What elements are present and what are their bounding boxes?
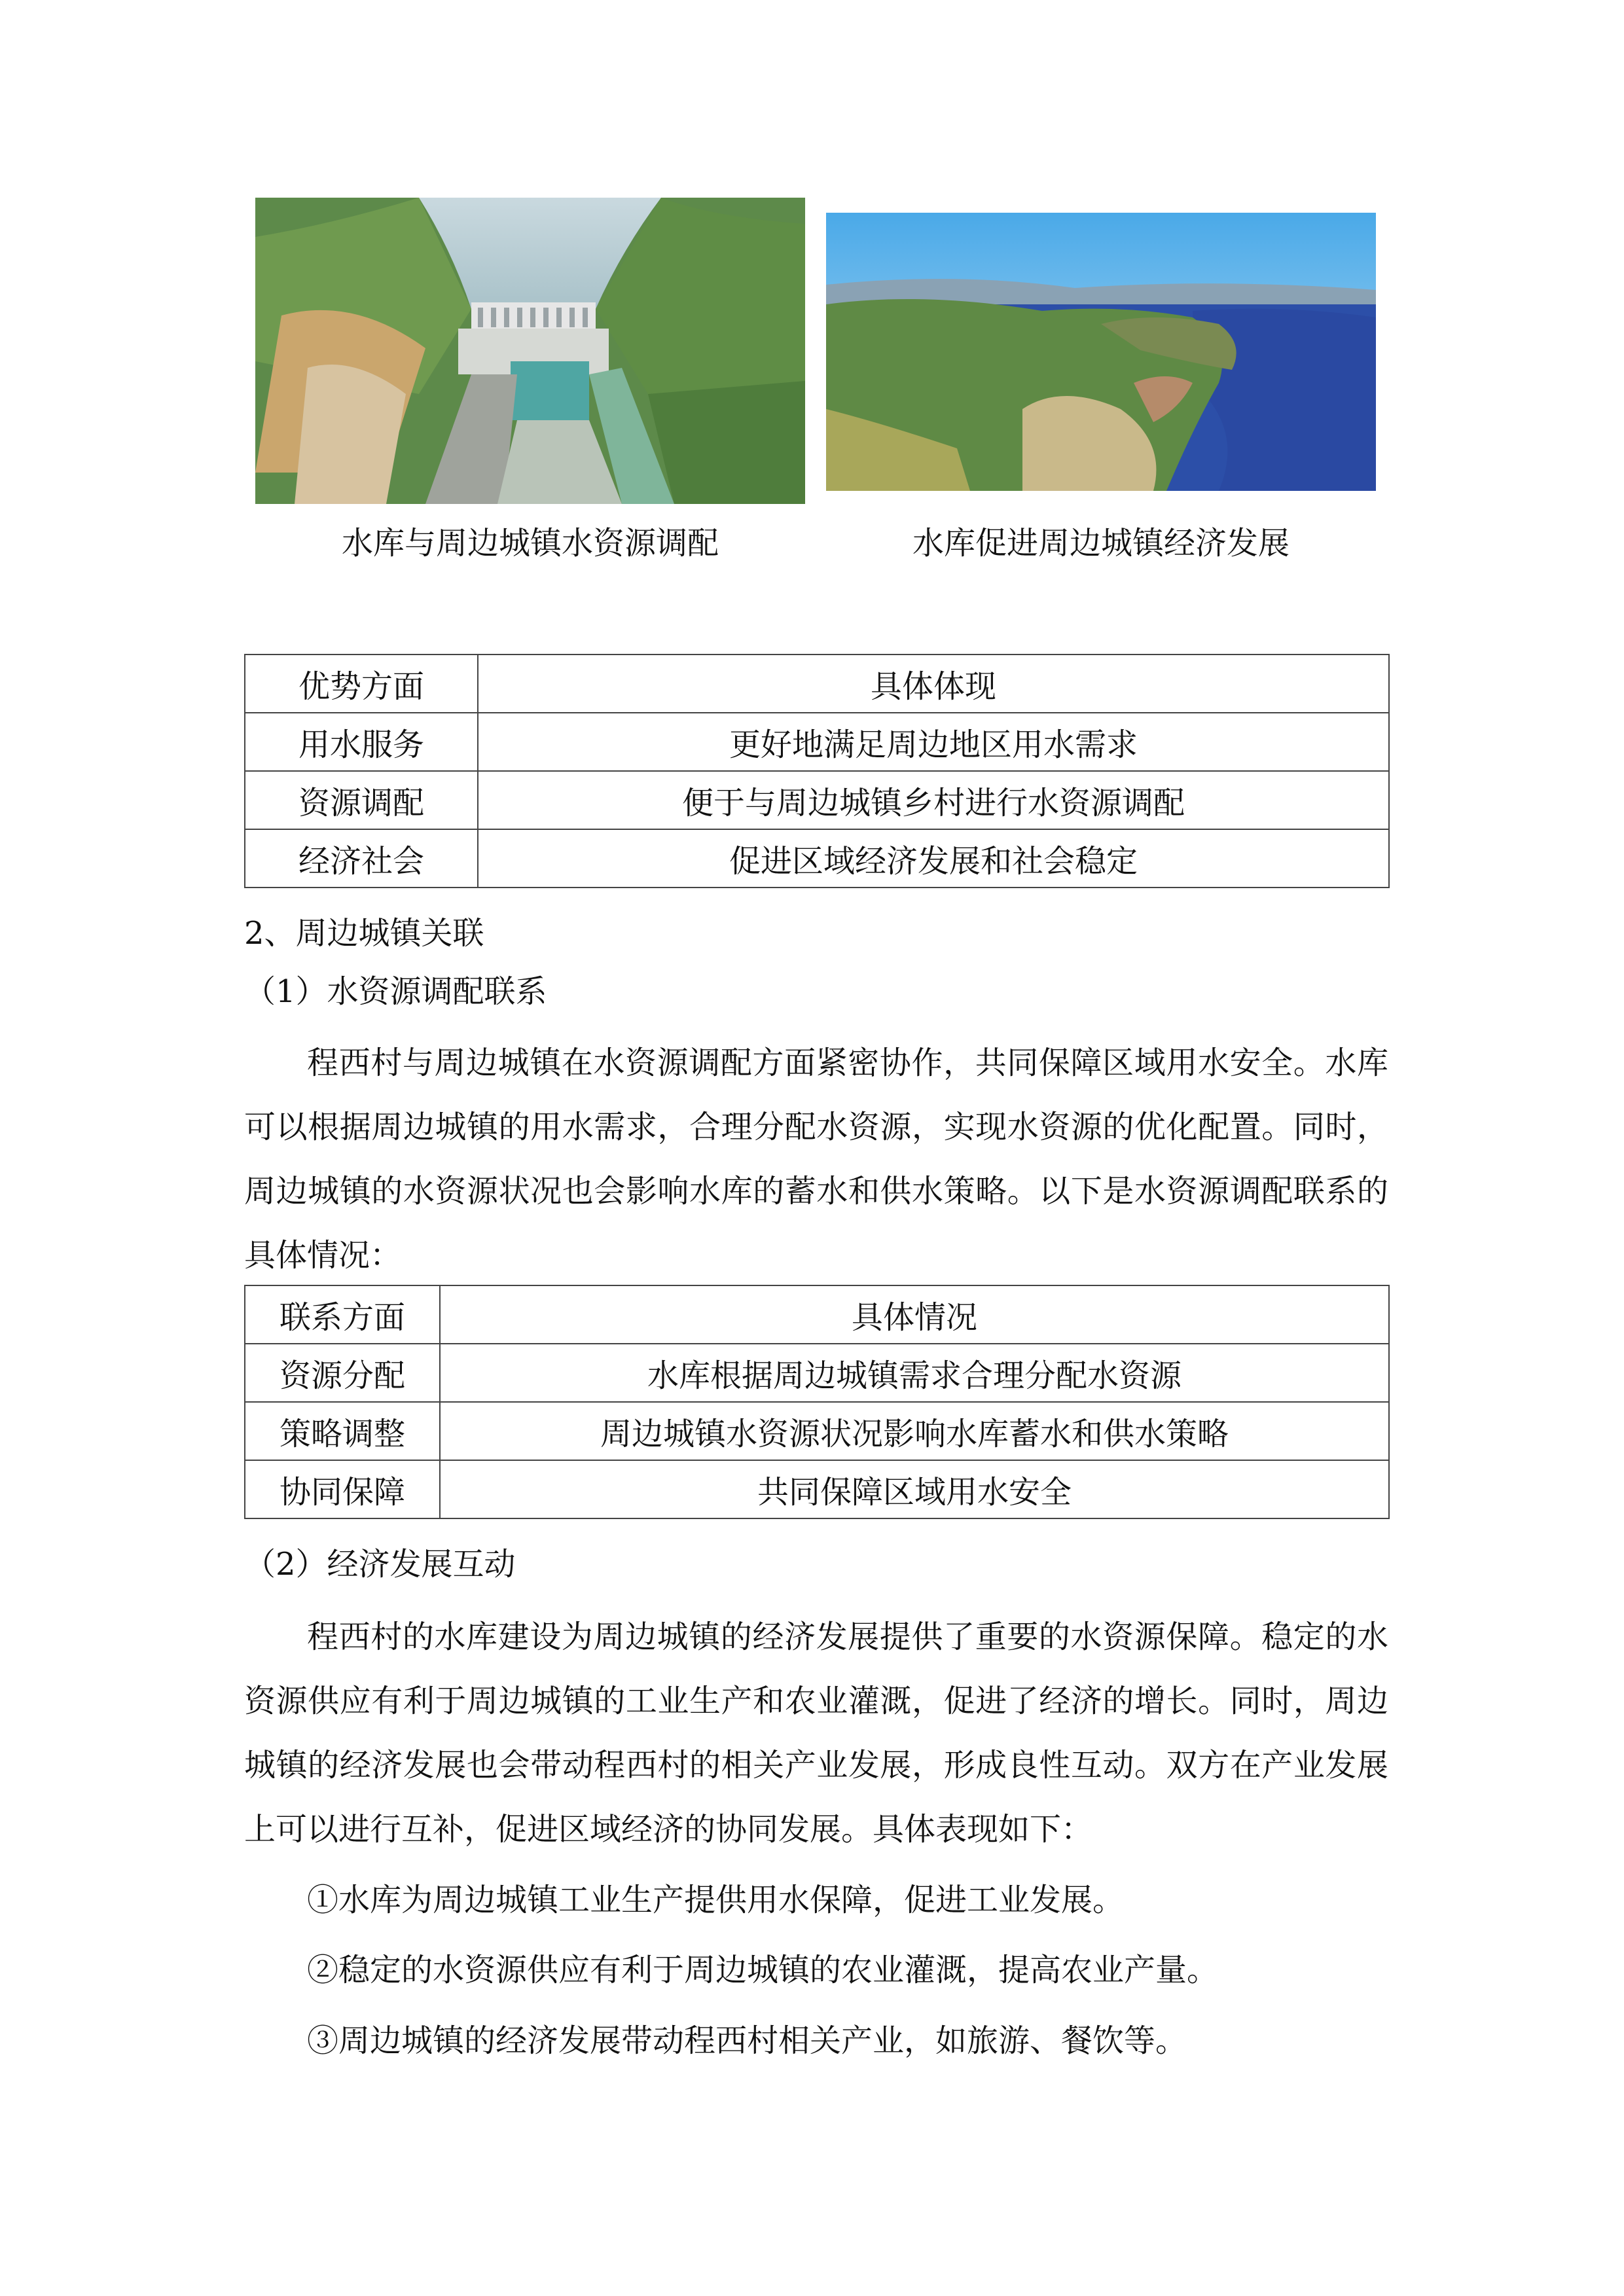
table-row	[245, 1344, 1389, 1402]
paragraph: 程西村与周边城镇在水资源调配方面紧密协作，共同保障区域用水安全。水库可以根据周边城镇的用水需求，合理分配水资源，实现水资源的优化配置。同时，周边城镇的水资源状况也会影响水库的蓄水和供水策略。以下是水资源调配联系的具体情况：	[244, 1045, 1388, 1274]
table-header-row	[245, 1285, 1389, 1344]
table-row	[245, 771, 1389, 829]
list-item: ①水库为周边城镇工业生产提供用水保障，促进工业发展。	[307, 1882, 1125, 1918]
subsection-heading: （1）水资源调配联系	[244, 973, 547, 1010]
table-row	[245, 1460, 1389, 1518]
lake-photo	[826, 213, 1376, 491]
dam-photo	[255, 198, 805, 504]
table-cell: 资源调配	[245, 771, 478, 829]
table-cell: 协同保障	[245, 1460, 440, 1518]
table-row	[245, 713, 1389, 771]
image-caption: 水库促进周边城镇经济发展	[912, 525, 1290, 562]
subsection-heading: （2）经济发展互动	[244, 1546, 516, 1583]
advantages-table	[244, 654, 1390, 888]
table-row	[245, 829, 1389, 888]
table-cell: 共同保障区域用水安全	[440, 1460, 1389, 1518]
table-cell: 经济社会	[245, 829, 478, 888]
table-cell: 用水服务	[245, 713, 478, 771]
table-cell: 水库根据周边城镇需求合理分配水资源	[440, 1344, 1389, 1402]
table-header-cell: 联系方面	[245, 1285, 440, 1344]
water-allocation-table	[244, 1285, 1390, 1519]
image-caption: 水库与周边城镇水资源调配	[341, 525, 719, 562]
table-header-cell: 具体体现	[478, 655, 1389, 713]
list-item: ②稳定的水资源供应有利于周边城镇的农业灌溉，提高农业产量。	[307, 1952, 1219, 1988]
list-item: ③周边城镇的经济发展带动程西村相关产业，如旅游、餐饮等。	[307, 2022, 1187, 2059]
table-cell: 策略调整	[245, 1402, 440, 1460]
table-cell: 更好地满足周边地区用水需求	[478, 713, 1389, 771]
table-cell: 周边城镇水资源状况影响水库蓄水和供水策略	[440, 1402, 1389, 1460]
table-header-cell: 具体情况	[440, 1285, 1389, 1344]
table-header-row	[245, 655, 1389, 713]
table-header-cell: 优势方面	[245, 655, 478, 713]
table-cell: 便于与周边城镇乡村进行水资源调配	[478, 771, 1389, 829]
table-cell: 促进区域经济发展和社会稳定	[478, 829, 1389, 888]
section-heading: 2、周边城镇关联	[244, 915, 484, 952]
table-row	[245, 1402, 1389, 1460]
paragraph: 程西村的水库建设为周边城镇的经济发展提供了重要的水资源保障。稳定的水资源供应有利于周边城镇的工业生产和农业灌溉，促进了经济的增长。同时，周边城镇的经济发展也会带动程西村的相关产业发展，形成良性互动。双方在产业发展上可以进行互补，促进区域经济的协同发展。具体表现如下：	[244, 1619, 1388, 1848]
table-cell: 资源分配	[245, 1344, 440, 1402]
